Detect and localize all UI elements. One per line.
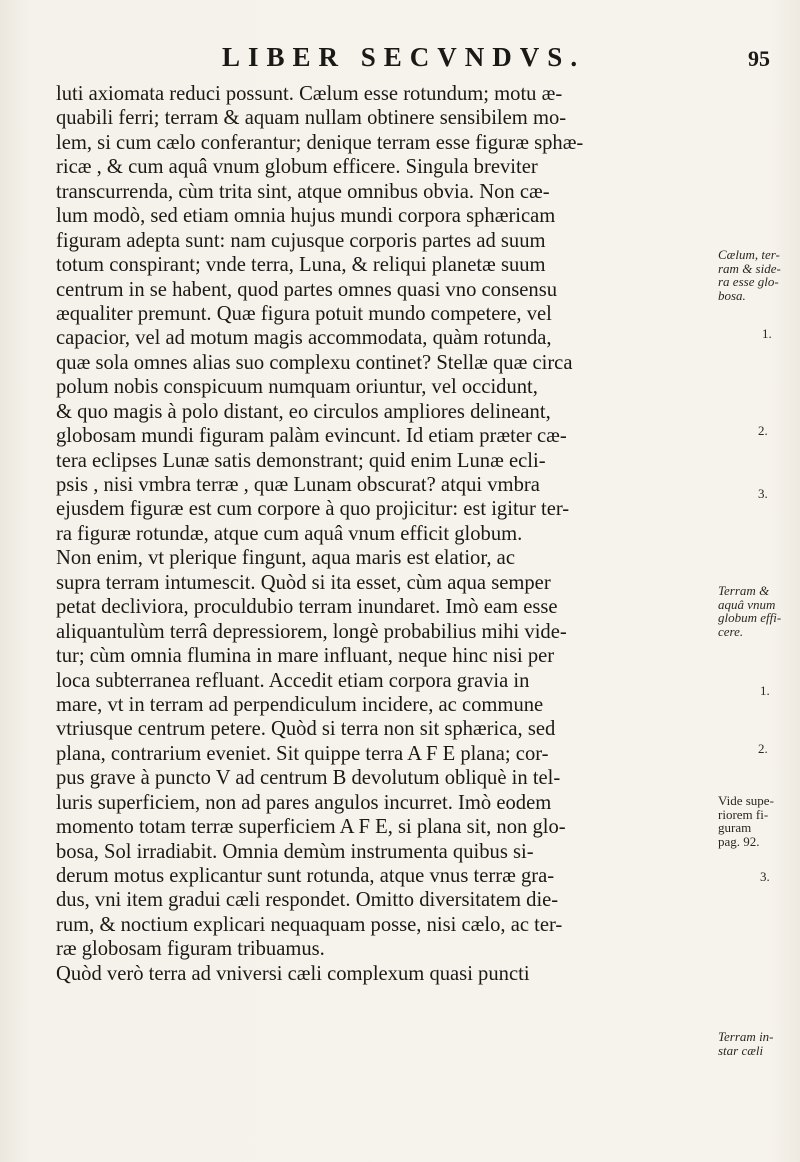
text-line: mare, vt in terram ad perpendiculum incidere, ac commune [56,693,544,716]
margin-number: 1. [760,683,770,698]
text-line: polum nobis conspicuum numquam oriuntur, vel occidunt, [56,376,538,399]
text-line: ræ globosam figuram tribuamus. [56,938,325,961]
text-line: bosa, Sol irradiabit. Omnia demùm instrumenta quibus si- [56,840,534,863]
text-line: luti axiomata reduci possunt. Cælum esse rotundum; motu æ- [56,83,563,105]
text-line: derum motus explicantur sunt rotunda, atque vnus terræ gra- [56,865,555,887]
running-title: LIBER SECVNDVS. [222,42,586,72]
margin-number: 3. [758,486,768,501]
text-line: quabili ferri; terram & aquam nullam obtinere sensibilem mo- [56,107,567,130]
margin-number: 3. [760,869,770,884]
text-line: lem, si cum cælo conferantur; denique terram esse figuræ sphæ- [56,131,584,154]
text-line: petat decliviora, proculdubio terram inundaret. Imò eam esse [56,596,558,619]
text-line: quæ sola omnes alias suo complexu continet? Stellæ quæ circa [56,351,573,374]
text-line: aliquantulùm terrâ depressiorem, longè probabilius mihi vide- [56,620,567,643]
margin-number: 2. [758,741,768,756]
text-line: supra terram intumescit. Quòd si ita esset, cùm aqua semper [56,571,551,594]
margin-number: 2. [758,423,768,438]
text-line: tur; cùm omnia flumina in mare influant, neque hinc nisi per [56,645,555,668]
text-line: pus grave à puncto V ad centrum B devolutum obliquè in tel- [56,767,561,790]
text-line: totum conspirant; vnde terra, Luna, & reliqui planetæ suum [56,254,546,277]
text-line: figuram adepta sunt: nam cujusque corporis partes ad suum [56,229,546,252]
text-line: dus, vni item gradui cæli respondet. Omitto diversitatem die- [56,889,559,912]
text-line: capacior, vel ad motum magis accommodata, quàm rotunda, [56,327,552,350]
text-line: psis , nisi vmbra terræ , quæ Lunam obscurat? atqui vmbra [56,474,540,496]
text-line: ricæ , & cum aquâ vnum globum efficere. Singula breviter [56,156,538,179]
text-line: lum modò, sed etiam omnia hujus mundi corpora sphæricam [56,205,556,228]
margin-number: 1. [762,326,772,341]
text-line: vtriusque centrum petere. Quòd si terra non sit sphærica, sed [56,718,556,741]
text-line: ejusdem figuræ est cum corpore à quo projicitur: est igitur ter- [56,498,570,521]
text-line: Quòd verò terra ad vniversi cæli complexum quasi puncti [56,962,530,985]
text-line: rum, & noctium explicari nequaquam posse, nisi cælo, ac ter- [56,913,563,936]
text-line: loca subterranea refluant. Accedit etiam corpora gravia in [56,669,530,692]
text-line: ra figuræ rotundæ, atque cum aquâ vnum efficit globum. [56,522,523,545]
text-line: Non enim, vt plerique fingunt, aqua maris est elatior, ac [56,547,515,570]
page-number: 95 [748,46,770,71]
text-line: momento totam terræ superficiem A F E, si plana sit, non glo- [56,816,566,839]
text-line: centrum in se habent, quod partes omnes quasi vno consensu [56,278,558,301]
margin-note: Terram in- star cæli [718,1029,774,1058]
text-line: transcurrenda, cùm trita sint, atque omnibus obvia. Non cæ- [56,180,550,203]
margin-note: Cælum, ter- ram & side- ra esse glo- bosa. [718,247,781,303]
text-line: tera eclipses Lunæ satis demonstrant; quid enim Lunæ ecli- [56,449,546,472]
text-line: & quo magis à polo distant, eo circulos ampliores delineant, [56,400,551,423]
text-line: plana, contrarium eveniet. Sit quippe terra A F E plana; cor- [56,742,549,765]
text-line: globosam mundi figuram palàm evincunt. Id etiam præter cæ- [56,425,567,448]
text-line: æqualiter premunt. Quæ figura potuit mundo competere, vel [56,302,552,325]
text-line: luris superficiem, non ad pares angulos incurret. Imò eodem [56,791,552,814]
margin-note: Terram & aquâ vnum globum effi- cere. [718,583,782,639]
margin-note: Vide supe- riorem fi- guram pag. 92. [718,793,774,849]
